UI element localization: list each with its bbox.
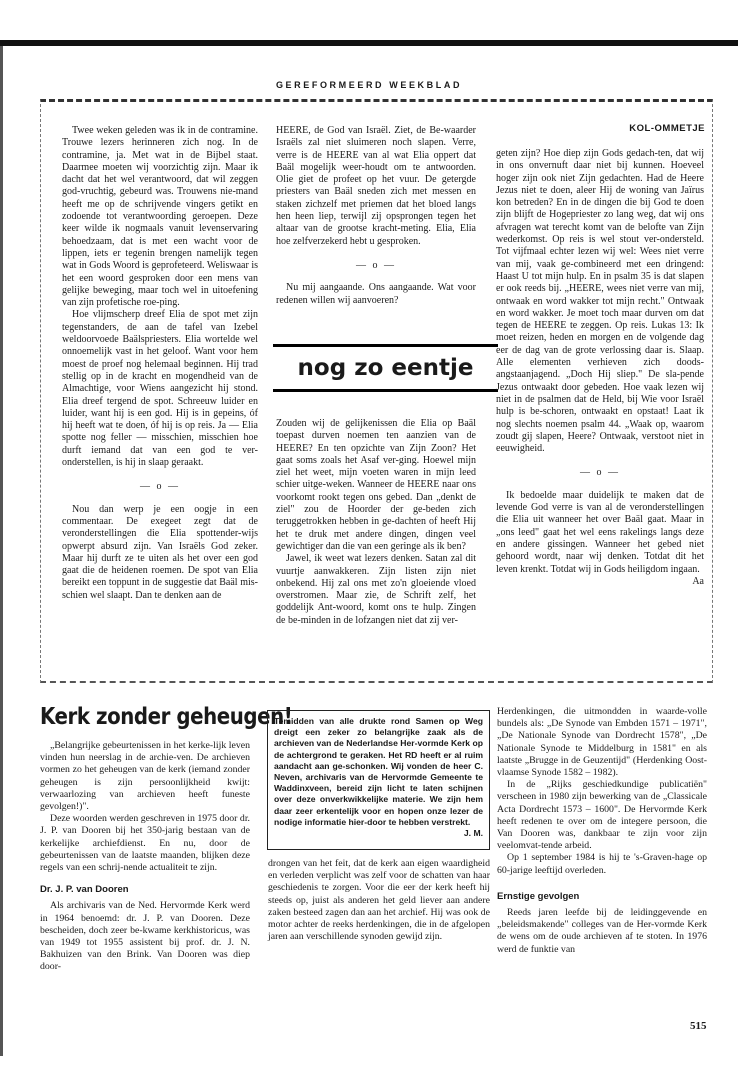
top-rule (0, 40, 738, 46)
paragraph: Nu mij aangaande. Ons aangaande. Wat voor redenen willen wij aanvoeren? (276, 282, 476, 306)
column-label: KOL-OMMETJE (629, 123, 705, 134)
paragraph: Reeds jaren leefde bij de leidinggevende en „beleidsmakende" colleges van de Her-vormde Kerk de wens om de oude archieven af te stoten. In 1976 werd de funktie van (497, 907, 707, 955)
column-2-continued (276, 418, 476, 627)
column-1 (62, 125, 258, 602)
editorial-note (267, 710, 490, 850)
note-text: Temidden van alle drukte rond Samen op Weg dreigt een zeker zo belangrijke zaak als de archieven van de Nederlandse Her-vormde Kerk op de achtergrond te geraken. Het RD heeft er al ruim aandacht aan ge-schonken. Wij vonden de heer C. Neven, archivaris van de Hervormde Gemeente te Waddinxveen, bereid zijn licht te laten schijnen over deze onverkwikkelijke materie. We zijn hem daar zeer erkentelijk voor en hopen onze lezer de nodige informatie hier-door te hebben verstrekt. (274, 716, 483, 827)
paragraph: Jawel, ik weet wat lezers denken. Satan zal dit vuurtje aanwakkeren. Zijn listen zijn niet onbekend. Hij zal ons met zo'n gloeiende vloed overstromen. Maar zie, de Schrift zelf, het goddelijk Ant-woord, komt ons te hulp. Zingen de be-minden in de lofzangen niet dat zij ver- (276, 553, 476, 626)
paragraph: HEERE, de God van Israël. Ziet, de Be-waarder Israëls zal niet sluimeren noch slapen. Verre, verre is de HEERE van al wat Elia oppert dat Baäl mogelijk weer-houdt om te antwoorden. Olie giet de profeet op het vuur. De getergde priesters van Baäl sneden zich met messen en staken zichzelf met priemen dat het bloed langs hen heen liep, terwijl zij opsprongen tegen het altaar van de grootse kracht-meting. Elia, Elia hoe zelfverzekerd hebt u gesproken. (276, 125, 476, 247)
paragraph: Nou dan werp je een oogje in een commentaar. De exegeet zegt dat de veronderstellingen die Elia spottender-wijs opwerpt absurd zijn. Van Israëls God zeker. Maar hij durft ze te uiten als het over een god gaat die de heidenen roemen. De spot van Elia bereikt een toppunt in de suggestie dat Baäl mis-schien wel slaapt. Dan te denken aan de (62, 503, 258, 601)
subheading: Dr. J. P. van Dooren (40, 884, 129, 896)
column-3 (496, 148, 704, 588)
paragraph: Ik bedoelde maar duidelijk te maken dat de levende God verre is van al de veronderstellingen die Elia uit wanneer het over Baäl gaat. Maar in „ons leed" gaat het wel eens rakelings langs deze en andere gissingen. Wanneer het gebed niet gehoord wordt, naar wij denken. Totdat dit het leven krenkt. Totdat wij in Gods heiligdom ingaan. (496, 489, 704, 575)
paragraph: Als archivaris van de Ned. Hervormde Kerk werd in 1964 benoemd: dr. J. P. van Dooren. Deze bescheiden, doch zeer be-kwame kerkhistoricus, was van 1949 tot 1955 assistent bij prof. dr. J. N. Bakhuizen van den Brink. Van Dooren was diep door- (40, 900, 250, 973)
paragraph: Deze woorden werden geschreven in 1975 door dr. J. P. van Dooren bij het 350-jarig bestaan van de kerkelijke archiefdienst. En nu, door de gebeurtenissen van de laatste maanden, blijken deze regels van een schrij-nende actualiteit te zijn. (40, 813, 250, 874)
page-edge (0, 46, 3, 1056)
note-signature: J. M. (463, 828, 483, 839)
paragraph: Herdenkingen, die uitmondden in waarde-volle bundels als: „De Synode van Embden 1571 – 1971", „De Nationale Synode van Dordrecht 1578", „De Nationale Synode te Middelburg in 1581" en als laatste „Brugge in de Geuzentijd" (Herdenking Oost-vlaamse Synode 1582 – 1982). (497, 706, 707, 779)
article-column-2 (268, 858, 490, 943)
article-column-1 (40, 740, 250, 974)
masthead: GEREFORMEERD WEEKBLAD (275, 80, 463, 90)
paragraph: „Belangrijke gebeurtenissen in het kerke-lijk leven vinden hun neerslag in de archie-ven. De archieven vormen zo het geheugen van de kerk (iemand zonder geheugen is zijn persoonlijkheid kwijt: verwaarlozing van archieven heeft funeste gevolgen!)". (40, 740, 250, 813)
paragraph: Op 1 september 1984 is hij te 's-Graven-hage op 60-jarige leeftijd overleden. (497, 852, 707, 876)
column-headline: nog zo eentje (273, 344, 498, 392)
separator: — o — (140, 481, 180, 493)
paragraph: geten zijn? Hoe diep zijn Gods gedach-ten, dat wij in ons onvernuft daar niet bij kunnen. Hoeveel hoger zijn ook niet Zijn gedachten. Had de Heere Jezus niet te doen, aleer Hij de woning van Jaïrus kon betreden? En in de dingen die bij God te doen zijn blijft de Hogepriester zo lang weg, dat wij ons afvragen wat terecht komt van de belofte van Zijn wederkomst. Op reis is wel stout ver-ondersteld. Tot vijfmaal echter lezen wij wel: Wees niet verre van mij, vaak ge-combineerd met een dringend: Haast U tot mijn hulp. En in psalm 35 is dat slapen er ook reeds bij. „HEERE, wees niet verre van mij, ontwaak en word wakker tot mijn recht." Ontwaak en word wakker. Je moet toch maar durven om dat tegen de HEERE te zeggen. Op reis. Lukas 13: Ik moet reizen, heden en morgen en de volgende dag eer de dag van de grote verlossing daar is. Slaap. Alle elementen verhieven zich doods-angstaanjagend. „Doch Hij sliep." De sla-pende Jezus ontwaakt door gebeden. Hoe vaak lezen wij niet in de psalmen dat de Held, bij Wie voor Israël hulp is be-schoren, ontwaakt en opstaat! Laat ik nog slechts noemen psalm 44. „Waak op, waarom zoudt gij slapen, Heere? Ontwaak, verstoot niet in eeuwigheid. (496, 148, 704, 455)
paragraph: Zouden wij de gelijkenissen die Elia op Baäl toepast durven noemen ten aanzien van de HEERE? En ten opzichte van Zijn Zoon? Het gaat soms zoals het Asaf ver-ging. Hoewel mijn ziel het weet, mijn voeten waren in mijn leed schier uitge-weken. Wanneer de HEERE naar ons voorkomt rookt tegen ons gebed. Dan „denkt de ziel" zou de Hoorder der ge-beden zich teruggetrokken hebben in ge-dachten of heeft Hij het te druk met andere dingen, dingen veel gewichtiger dan die van een geringe als ik ben? (276, 418, 476, 552)
separator: — o — (356, 259, 396, 271)
paragraph: Twee weken geleden was ik in de contramine. Trouwe lezers herinneren zich nog. In de contramine, ja. Met wat in de Bijbel staat. Daarmee moeten wij voorzichtig zijn. Maar ik dacht dat het wel verantwoord, dat wil zeggen god-vruchtig, gebeurd was. Trouwens nie-mand heeft me op de schrijvende vingers getikt en zodoende tot verantwoording geroepen. Deze keer wilde ik nogmaals vanuit levenservaring behoedzaam, dat is met een wacht voor de lippen, iets er tegenin brengen namelijk tegen wat in Gods Woord is geprofeteerd. Weliswaar is het een woord gesproken door een mens van gelijke beweging, maar toch wel in uitoefening van zijn profetische roe-ping. (62, 125, 258, 309)
page-number: 515 (690, 1020, 707, 1032)
column-2 (276, 125, 476, 307)
paragraph: In de „Rijks geschiedkundige publicatiën" verscheen in 1980 zijn bewerking van de „Classicale Acta Dordrecht 1573 – 1600". De Hervormde Kerk heeft redenen te over om de integere persoon, die Van Dooren was, dankbaar te zijn voor zijn veelomvat-tende arbeid. (497, 779, 707, 852)
article-headline: Kerk zonder geheugen! (40, 704, 293, 730)
separator: — o — (580, 467, 620, 479)
subheading: Ernstige gevolgen (497, 890, 580, 902)
paragraph: drongen van het feit, dat de kerk aan eigen waardigheid en verleden verplicht was zelf voor de schatten van haar geschiedenis te zorgen. Voor die eer der kerk heeft hij steeds op, juist als anderen het geld liever aan andere zaken besteed zagen dan aan het archief. Hij was ook de motor achter de reeks herdenkingen, die in de afgelopen jaren aan verschillende synoden gewijd zijn. (268, 858, 490, 943)
paragraph: Hoe vlijmscherp dreef Elia de spot met zijn tegenstanders, de aan de tafel van Izebel weldoorvoede Baälspriesters. Elia wortelde wel onnoemelijk vast in het geloof. Want voor hem moest de proef nog helemaal beginnen. Hij trad stellig op in de kracht en mogendheid van de Almachtige, voor Wiens aangezicht hij stond. Elia dreef tergend de spot. Schreeuw luider en luider, want hij is een god. Hij is in gepeins, óf hij heeft wat te doen, óf hij is op reis. Ja — Elia spotte nog feller — misschien, misschien hoe durft iemand dat van een god te ver-onderstellen, is hij in slaap geraakt. (62, 309, 258, 469)
article-column-3 (497, 706, 707, 956)
author-signature: Aa (692, 575, 704, 587)
